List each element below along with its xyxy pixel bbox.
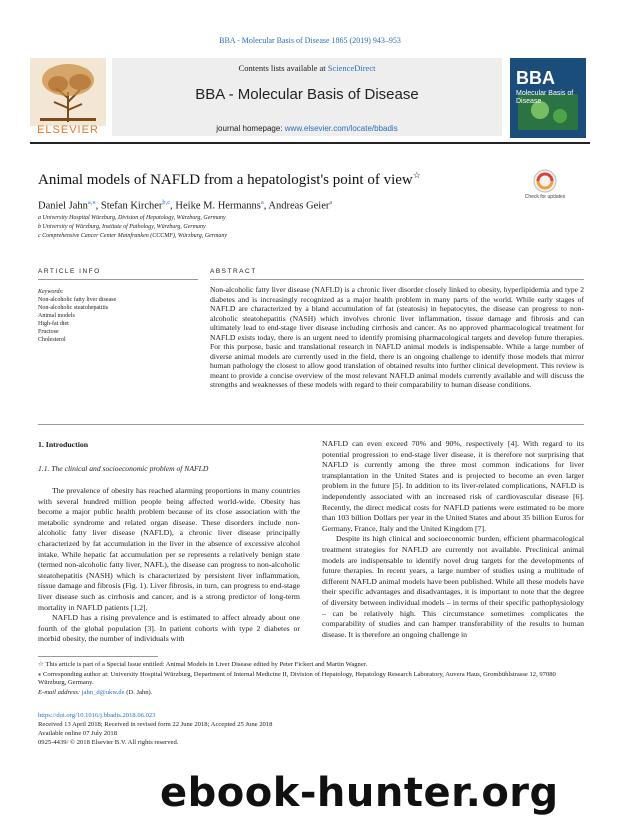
check-badge-label: Check for updates <box>524 194 566 200</box>
keyword: Non-alcoholic steatohepatitis <box>38 305 109 311</box>
affiliation-b: b University of Würzburg, Institute of Pathology, Würzburg, Germany <box>38 224 206 230</box>
homepage-link[interactable]: www.elsevier.com/locate/bbadis <box>284 124 398 133</box>
footnote-special-issue: ☆ This article is part of a Special Issue entitled: Animal Models in Liver Disease edited by Peter Fickert and Martin Wagner. <box>38 661 368 668</box>
subsection-heading: 1.1. The clinical and socioeconomic problem of NAFLD <box>38 464 209 473</box>
journal-reference[interactable]: BBA - Molecular Basis of Disease 1865 (2019) 943–953 <box>219 36 401 45</box>
body-paragraph: Despite its high clinical and socioeconomic burden, efficient pharmacological treatment strategies for NAFLD are currently not available. Preclinical animal models are indispensable to identify novel drug targets for the developments of future therapies. In recent years, a large number of studies using a multitude of different NAFLD animal models have been published. While all these models have their specific advantages and disadvantages, it is important to note that the degree of diversity between individual models – in terms of their specific pathophysiology – can be relatively high. This circumstance sometimes complicates the comparability of studies and can hamper transferability of the results to human disease. It is therefore an ongoing challenge in <box>322 534 584 639</box>
body-paragraph: The prevalence of obesity has reached alarming proportions in many countries with several hundred million people being affected world-wide. Obesity has become a major public health problem because of its close association with the metabolic syndrome and related organ disease. These disorders include non-alcoholic fatty liver disease (NAFLD), a chronic liver disease principally characterized by fat accumulation in the liver in the absence of excessive alcohol intake. While hepatic fat accumulation per se represents a relatively benign state (termed non-alcoholic fatty liver, NAFL), the disease can progress to non-alcoholic steatohepatitis (NASH) which is characterized by persistent liver inflammation, tissue damage and fibrosis (Fig. 1). Liver fibrosis, in turn, can progress to end-stage liver disease such as cirrhosis and cancer, and is a strong predictor of long-term mortality in NAFLD patients [1,2]. <box>38 486 300 612</box>
title-footnote-mark[interactable]: ☆ <box>412 170 421 180</box>
email-label: E-mail address: <box>38 689 82 696</box>
doi-link[interactable]: https://doi.org/10.1016/j.bbadis.2018.06.023 <box>38 712 156 719</box>
body-left-column <box>38 486 300 645</box>
article-info-label: ARTICLE INFO <box>38 268 101 275</box>
author-list: Daniel Jahn$^{a,⁎}$, Stefan Kircher$^{b,c}$, Heike M. Hermanns$^a$, Andreas Geier$^a$ <box>38 199 333 212</box>
author-name: Andreas Geier <box>268 200 330 212</box>
body-paragraph: NAFLD has a rising prevalence and is estimated to affect already about one fourth of the global population [3]. In patient cohorts with type 2 diabetes or morbid obesity, the number of individuals with <box>38 613 300 644</box>
affiliation-a: a University Hospital Würzburg, Division of Hepatology, Würzburg, Germany <box>38 215 226 221</box>
footnote-corresponding-author: ⁎ Corresponding author at: University Hospital Würzburg, Department of Internal Medicine II, Division of Hepatology, Hepatology Research Laboratory, Auvera Haus, Grombühlstrasse 12, 97080 Würzburg, Germany. <box>38 671 556 686</box>
keyword: Fructose <box>38 329 59 335</box>
keywords-title: Keywords: <box>38 289 64 295</box>
author-sup[interactable]: a <box>329 199 333 206</box>
journal-name: BBA - Molecular Basis of Disease <box>195 86 419 103</box>
keyword: Cholesterol <box>38 337 66 343</box>
email-suffix: (D. Jahn). <box>124 689 153 696</box>
author-name: Heike M. Hermanns <box>175 200 261 212</box>
copyright: 0925-4439/ © 2018 Elsevier B.V. All rights reserved. <box>38 739 179 746</box>
body-right-column <box>322 439 584 640</box>
article-title <box>38 170 508 189</box>
affiliation-c: c Comprehensive Cancer Center Mainfranken (CCCMF), Würzburg, Germany <box>38 233 228 239</box>
keyword: Animal models <box>38 313 75 319</box>
cover-subtitle: Molecular Basis of Disease <box>516 90 574 105</box>
header-rule <box>30 142 590 144</box>
abstract-rule <box>210 279 584 280</box>
sciencedirect-link[interactable]: ScienceDirect <box>327 63 376 73</box>
body-paragraph: NAFLD can even exceed 70% and 90%, respectively [4]. With regard to its potential progression to end-stage liver disease, it is therefore not surprising that NAFLD is currently among the three most common indications for liver transplantation in the United States and is projected to become an even larger problem in the future [5]. In addition to its liver-related complications, NAFLD is independently associated with an increased risk of cardiovascular disease [6]. Recently, the direct medical costs for NAFLD patients were estimated to be more than 103 billion Dollars per year in the United States and about 35 billion Euros for Germany, France, Italy and the United Kingdom [7]. <box>322 439 584 533</box>
author-name: Stefan Kircher <box>100 200 163 212</box>
contents-line <box>112 63 502 73</box>
elsevier-tree-logo <box>30 58 106 126</box>
email-link[interactable]: jahn_d@ukw.de <box>81 689 125 696</box>
author-sup[interactable]: b,c <box>162 199 171 206</box>
article-info-rule <box>38 279 198 280</box>
section-heading: 1. Introduction <box>38 440 89 449</box>
abstract-label: ABSTRACT <box>210 268 257 275</box>
abstract-text: Non-alcoholic fatty liver disease (NAFLD) is a chronic liver disorder closely linked to obesity, hyperlipidemia and type 2 diabetes and is increasingly recognized as a major health problem in many parts of the world. While early stages of NAFLD are characterized by a bland accumulation of fat (steatosis) in hepatocytes, the disease can progress to non-alcoholic steatohepatitis (NASH) which involves chronic liver inflammation, tissue damage and fibrosis and can ultimately lead to end-stage liver disease including cirrhosis and cancer. As no approved pharmacological treatment for NAFLD exists today, there is an urgent need to identify promising pharmacological targets and develop future therapies. For this purpose, basic and translational research in NAFLD animal models is indispensable. While a large number of diverse animal models are currently used in the field, there is an ongoing challenge to identify those models that mirror human pathology the closest to allow good translation of obtained results into further clinical development. This review is meant to provide a concise overview of the most relevant NAFLD animal models currently available and will discuss the strengths and weaknesses of these models with regard to their comparability to human disease conditions. <box>210 285 584 389</box>
abstract-bottom-rule <box>38 424 584 425</box>
author-sup[interactable]: a <box>260 199 264 206</box>
keyword: High-fat diet <box>38 321 69 327</box>
keyword: Non-alcoholic fatty liver disease <box>38 297 117 303</box>
available-online: Available online 07 July 2018 <box>38 730 117 737</box>
contents-prefix: Contents lists available at <box>238 63 328 73</box>
cover-title: BBA <box>516 68 555 88</box>
received-dates: Received 13 April 2018; Received in revised form 22 June 2018; Accepted 25 June 2018 <box>38 721 273 728</box>
footnote-rule <box>38 656 158 657</box>
footnote-email <box>38 689 584 697</box>
author-sup[interactable]: a,⁎ <box>87 199 96 206</box>
check-for-updates-icon[interactable] <box>524 168 566 206</box>
journal-homepage <box>112 124 502 133</box>
author-name: Daniel Jahn <box>38 200 88 212</box>
watermark: ebook-hunter.org <box>160 770 559 816</box>
homepage-label: journal homepage: <box>216 124 285 133</box>
elsevier-wordmark: ELSEVIER <box>37 124 99 136</box>
title-text: Animal models of NAFLD from a hepatologist's point of view <box>38 172 413 188</box>
